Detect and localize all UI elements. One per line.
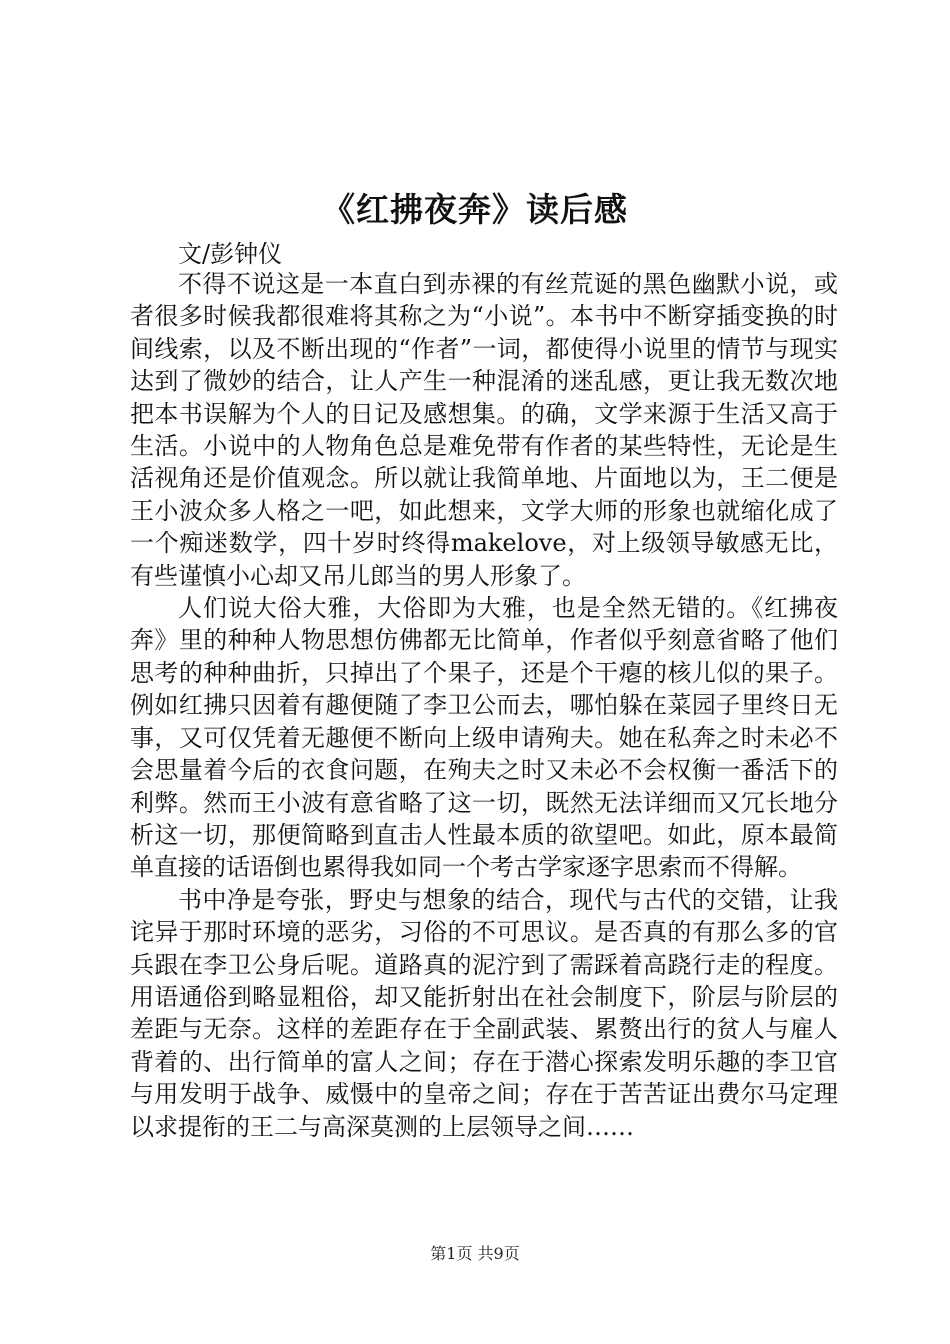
- document-author: 文/彭钟仪: [178, 240, 283, 268]
- document-body: [130, 268, 838, 1143]
- paragraph: 不得不说这是一本直白到赤裸的有丝荒诞的黑色幽默小说，或者很多时候我都很难将其称之为“小说”。本书中不断穿插变换的时间线索，以及不断出现的“作者”一词，都使得小说里的情节与现实达到了微妙的结合，让人产生一种混淆的迷乱感，更让我无数次地把本书误解为个人的日记及感想集。的确，文学来源于生活又高于生活。小说中的人物角色总是难免带有作者的某些特性，无论是生活视角还是价值观念。所以就让我简单地、片面地以为，王二便是王小波众多人格之一吧，如此想来，文学大师的形象也就缩化成了一个痴迷数学，四十岁时终得makelove，对上级领导敏感无比，有些谨慎小心却又吊儿郎当的男人形象了。: [130, 270, 838, 590]
- document-title: 《红拂夜奔》读后感: [322, 190, 628, 229]
- paragraph: 人们说大俗大雅，大俗即为大雅，也是全然无错的。《红拂夜奔》里的种种人物思想仿佛都无比简单，作者似乎刻意省略了他们思考的种种曲折，只掉出了个果子，还是个干瘪的核儿似的果子。例如红拂只因着有趣便随了李卫公而去，哪怕躲在菜园子里终日无事，又可仅凭着无趣便不断向上级申请殉夫。她在私奔之时未必不会思量着今后的衣食问题，在殉夫之时又未必不会权衡一番活下的利弊。然而王小波有意省略了这一切，既然无法详细而又冗长地分析这一切，那便简略到直击人性最本质的欲望吧。如此，原本最简单直接的话语倒也累得我如同一个考古学家逐字思索而不得解。: [130, 594, 838, 882]
- page-footer: 第1页 共9页: [430, 1244, 520, 1263]
- paragraph: 书中净是夸张，野史与想象的结合，现代与古代的交错，让我诧异于那时环境的恶劣，习俗的不可思议。是否真的有那么多的官兵跟在李卫公身后呢。道路真的泥泞到了需踩着高跷行走的程度。用语通俗到略显粗俗，却又能折射出在社会制度下，阶层与阶层的差距与无奈。这样的差距存在于全副武装、累赘出行的贫人与雇人背着的、出行简单的富人之间；存在于潜心探索发明乐趣的李卫官与用发明于战争、威慑中的皇帝之间；存在于苦苦证出费尔马定理以求提衔的王二与高深莫测的上层领导之间……: [130, 885, 838, 1141]
